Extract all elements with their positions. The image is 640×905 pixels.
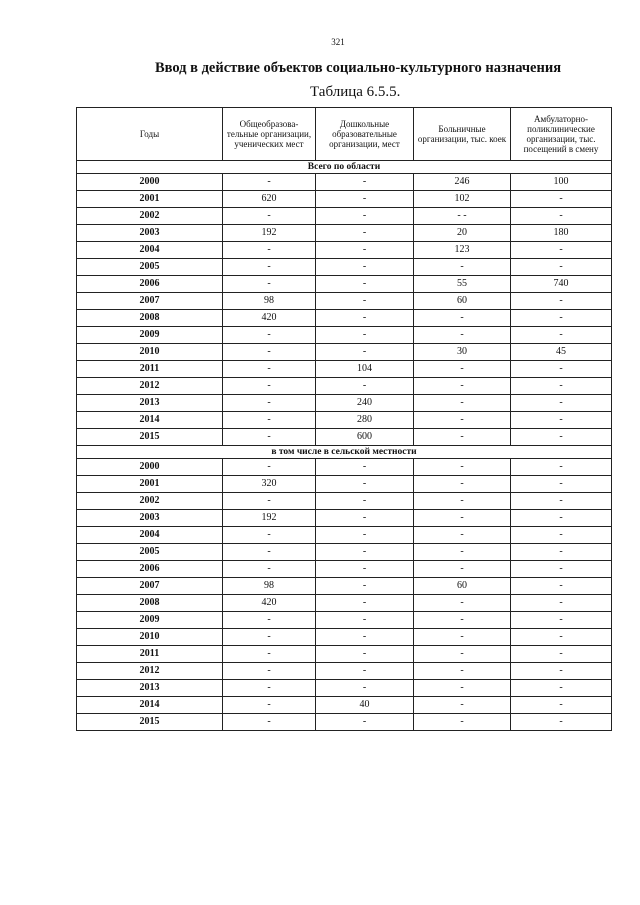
table-row <box>77 680 612 697</box>
value-cell: - <box>316 595 414 612</box>
value-cell: - <box>223 612 316 629</box>
year-cell: 2007 <box>77 293 223 310</box>
table-row <box>77 327 612 344</box>
year-cell: 2014 <box>77 697 223 714</box>
value-cell: 30 <box>414 344 511 361</box>
table-row <box>77 663 612 680</box>
value-cell: - <box>223 327 316 344</box>
header-cell-schools <box>223 108 316 161</box>
value-cell: - <box>316 459 414 476</box>
value-cell: - <box>414 259 511 276</box>
value-cell: - <box>316 646 414 663</box>
table-row <box>77 629 612 646</box>
value-cell: - <box>511 561 612 578</box>
value-cell: - <box>511 378 612 395</box>
table-row <box>77 429 612 446</box>
table-row <box>77 510 612 527</box>
year-cell: 2012 <box>77 663 223 680</box>
value-cell: - <box>223 527 316 544</box>
table-body <box>77 161 612 731</box>
year-cell: 2003 <box>77 225 223 242</box>
table-row <box>77 412 612 429</box>
value-cell: - <box>223 208 316 225</box>
value-cell: - <box>223 276 316 293</box>
value-cell: - <box>414 327 511 344</box>
value-cell: - <box>316 510 414 527</box>
table-row <box>77 561 612 578</box>
value-cell: - <box>414 510 511 527</box>
value-cell: - <box>223 242 316 259</box>
year-cell: 2000 <box>77 174 223 191</box>
table-row <box>77 395 612 412</box>
value-cell: - <box>511 208 612 225</box>
value-cell: - <box>223 344 316 361</box>
document-title: Ввод в действие объектов социально-культурного назначения <box>154 60 562 76</box>
value-cell: 98 <box>223 293 316 310</box>
value-cell: - <box>414 680 511 697</box>
value-cell: - <box>223 493 316 510</box>
year-cell: 2005 <box>77 259 223 276</box>
value-cell: - <box>316 680 414 697</box>
table-row <box>77 476 612 493</box>
value-cell: - <box>414 595 511 612</box>
value-cell: - <box>511 310 612 327</box>
value-cell: - <box>223 429 316 446</box>
value-cell: - <box>511 714 612 731</box>
section-title: в том числе в сельской местности <box>77 446 612 459</box>
value-cell: - <box>511 510 612 527</box>
value-cell: - <box>511 293 612 310</box>
year-cell: 2011 <box>77 646 223 663</box>
value-cell: 240 <box>316 395 414 412</box>
value-cell: - <box>223 378 316 395</box>
header-cell-hospitals <box>414 108 511 161</box>
year-cell: 2008 <box>77 310 223 327</box>
value-cell: 20 <box>414 225 511 242</box>
value-cell: - <box>511 242 612 259</box>
value-cell: 620 <box>223 191 316 208</box>
value-cell: - <box>511 259 612 276</box>
value-cell: - <box>511 476 612 493</box>
value-cell: 246 <box>414 174 511 191</box>
value-cell: 320 <box>223 476 316 493</box>
value-cell: 280 <box>316 412 414 429</box>
value-cell: - <box>511 544 612 561</box>
table-row <box>77 544 612 561</box>
value-cell: - <box>414 544 511 561</box>
header-cell-preschools <box>316 108 414 161</box>
header-label: Годы <box>139 129 160 139</box>
value-cell: - <box>316 561 414 578</box>
table-row <box>77 361 612 378</box>
value-cell: - <box>414 697 511 714</box>
table-row <box>77 378 612 395</box>
table-row <box>77 293 612 310</box>
value-cell: 192 <box>223 510 316 527</box>
value-cell: - <box>316 493 414 510</box>
value-cell: - <box>316 191 414 208</box>
year-cell: 2001 <box>77 476 223 493</box>
value-cell: - <box>223 629 316 646</box>
value-cell: - <box>414 527 511 544</box>
value-cell: 420 <box>223 310 316 327</box>
value-cell: - <box>316 612 414 629</box>
value-cell: - <box>414 378 511 395</box>
value-cell: - <box>223 646 316 663</box>
year-cell: 2009 <box>77 327 223 344</box>
value-cell: 192 <box>223 225 316 242</box>
value-cell: - <box>316 344 414 361</box>
value-cell: - <box>511 429 612 446</box>
table-row <box>77 646 612 663</box>
value-cell: - <box>316 174 414 191</box>
value-cell: 104 <box>316 361 414 378</box>
value-cell: - <box>223 174 316 191</box>
value-cell: - <box>414 310 511 327</box>
value-cell: - <box>511 680 612 697</box>
value-cell: - <box>414 663 511 680</box>
value-cell: - <box>223 412 316 429</box>
value-cell: - <box>223 259 316 276</box>
value-cell: 100 <box>511 174 612 191</box>
year-cell: 2011 <box>77 361 223 378</box>
value-cell: - <box>316 242 414 259</box>
table-row <box>77 242 612 259</box>
value-cell: - <box>316 276 414 293</box>
value-cell: - <box>414 476 511 493</box>
value-cell: - <box>223 680 316 697</box>
header-label: Общеобразова-тельные организации, ученических мест <box>226 119 312 149</box>
value-cell: - <box>414 561 511 578</box>
header-cell-year <box>77 108 223 161</box>
table-row <box>77 493 612 510</box>
value-cell: - <box>511 697 612 714</box>
value-cell: 180 <box>511 225 612 242</box>
value-cell: - <box>511 395 612 412</box>
header-cell-outpatient <box>511 108 612 161</box>
value-cell: - <box>414 459 511 476</box>
year-cell: 2009 <box>77 612 223 629</box>
header-row <box>77 108 612 161</box>
value-cell: - <box>316 327 414 344</box>
value-cell: - <box>223 361 316 378</box>
value-cell: 102 <box>414 191 511 208</box>
year-cell: 2013 <box>77 395 223 412</box>
value-cell: - <box>316 208 414 225</box>
value-cell: - <box>414 395 511 412</box>
year-cell: 2006 <box>77 561 223 578</box>
table-row <box>77 459 612 476</box>
value-cell: - <box>316 476 414 493</box>
table-row <box>77 276 612 293</box>
value-cell: 45 <box>511 344 612 361</box>
section-title: Всего по области <box>77 161 612 174</box>
header-label: Амбулаторно-поликлинические организации, тыс. посещений в смену <box>523 114 599 154</box>
table-row <box>77 191 612 208</box>
value-cell: 600 <box>316 429 414 446</box>
value-cell: - <box>414 646 511 663</box>
value-cell: 60 <box>414 578 511 595</box>
value-cell: - <box>223 544 316 561</box>
value-cell: - <box>316 310 414 327</box>
value-cell: - <box>316 259 414 276</box>
year-cell: 2007 <box>77 578 223 595</box>
value-cell: - <box>316 225 414 242</box>
value-cell: - <box>511 612 612 629</box>
section-header-row <box>77 446 612 459</box>
value-cell: - <box>316 544 414 561</box>
year-cell: 2002 <box>77 208 223 225</box>
value-cell: - <box>414 612 511 629</box>
year-cell: 2004 <box>77 242 223 259</box>
table-row <box>77 259 612 276</box>
value-cell: - <box>511 527 612 544</box>
table-row <box>77 612 612 629</box>
year-cell: 2000 <box>77 459 223 476</box>
value-cell: - <box>511 663 612 680</box>
table-row <box>77 595 612 612</box>
value-cell: - <box>414 412 511 429</box>
value-cell: - <box>414 493 511 510</box>
table-row <box>77 208 612 225</box>
year-cell: 2012 <box>77 378 223 395</box>
section-header-row <box>77 161 612 174</box>
table-row <box>77 310 612 327</box>
value-cell: - <box>316 527 414 544</box>
value-cell: - <box>316 663 414 680</box>
table-row <box>77 344 612 361</box>
year-cell: 2001 <box>77 191 223 208</box>
value-cell: - <box>511 412 612 429</box>
value-cell: - <box>316 629 414 646</box>
header-label: Дошкольные образовательные организации, мест <box>329 119 400 149</box>
value-cell: - <box>414 429 511 446</box>
table-row <box>77 174 612 191</box>
table-row <box>77 527 612 544</box>
table-row <box>77 578 612 595</box>
value-cell: - - <box>414 208 511 225</box>
year-cell: 2014 <box>77 412 223 429</box>
value-cell: - <box>223 714 316 731</box>
value-cell: 40 <box>316 697 414 714</box>
value-cell: - <box>511 493 612 510</box>
value-cell: - <box>414 361 511 378</box>
table-row <box>77 697 612 714</box>
value-cell: - <box>511 595 612 612</box>
value-cell: - <box>316 378 414 395</box>
value-cell: - <box>511 578 612 595</box>
year-cell: 2015 <box>77 714 223 731</box>
table-row <box>77 225 612 242</box>
year-cell: 2008 <box>77 595 223 612</box>
value-cell: - <box>316 293 414 310</box>
year-cell: 2005 <box>77 544 223 561</box>
year-cell: 2013 <box>77 680 223 697</box>
value-cell: - <box>511 361 612 378</box>
year-cell: 2004 <box>77 527 223 544</box>
value-cell: - <box>223 395 316 412</box>
header-label: Больничные организации, тыс. коек <box>417 124 507 144</box>
value-cell: - <box>511 629 612 646</box>
year-cell: 2010 <box>77 344 223 361</box>
year-cell: 2015 <box>77 429 223 446</box>
value-cell: - <box>511 327 612 344</box>
value-cell: 55 <box>414 276 511 293</box>
page-number: 321 <box>331 37 345 47</box>
value-cell: - <box>511 646 612 663</box>
value-cell: - <box>223 561 316 578</box>
value-cell: - <box>414 714 511 731</box>
value-cell: 123 <box>414 242 511 259</box>
year-cell: 2006 <box>77 276 223 293</box>
value-cell: - <box>414 629 511 646</box>
value-cell: - <box>223 663 316 680</box>
value-cell: 420 <box>223 595 316 612</box>
table-header <box>77 108 612 161</box>
value-cell: - <box>223 459 316 476</box>
table-row <box>77 714 612 731</box>
value-cell: 60 <box>414 293 511 310</box>
year-cell: 2010 <box>77 629 223 646</box>
value-cell: - <box>511 459 612 476</box>
value-cell: - <box>316 578 414 595</box>
year-cell: 2003 <box>77 510 223 527</box>
statistics-table <box>76 107 612 731</box>
value-cell: 740 <box>511 276 612 293</box>
year-cell: 2002 <box>77 493 223 510</box>
value-cell: - <box>511 191 612 208</box>
value-cell: - <box>223 697 316 714</box>
table-caption: Таблица 6.5.5. <box>310 84 401 100</box>
value-cell: - <box>316 714 414 731</box>
value-cell: 98 <box>223 578 316 595</box>
